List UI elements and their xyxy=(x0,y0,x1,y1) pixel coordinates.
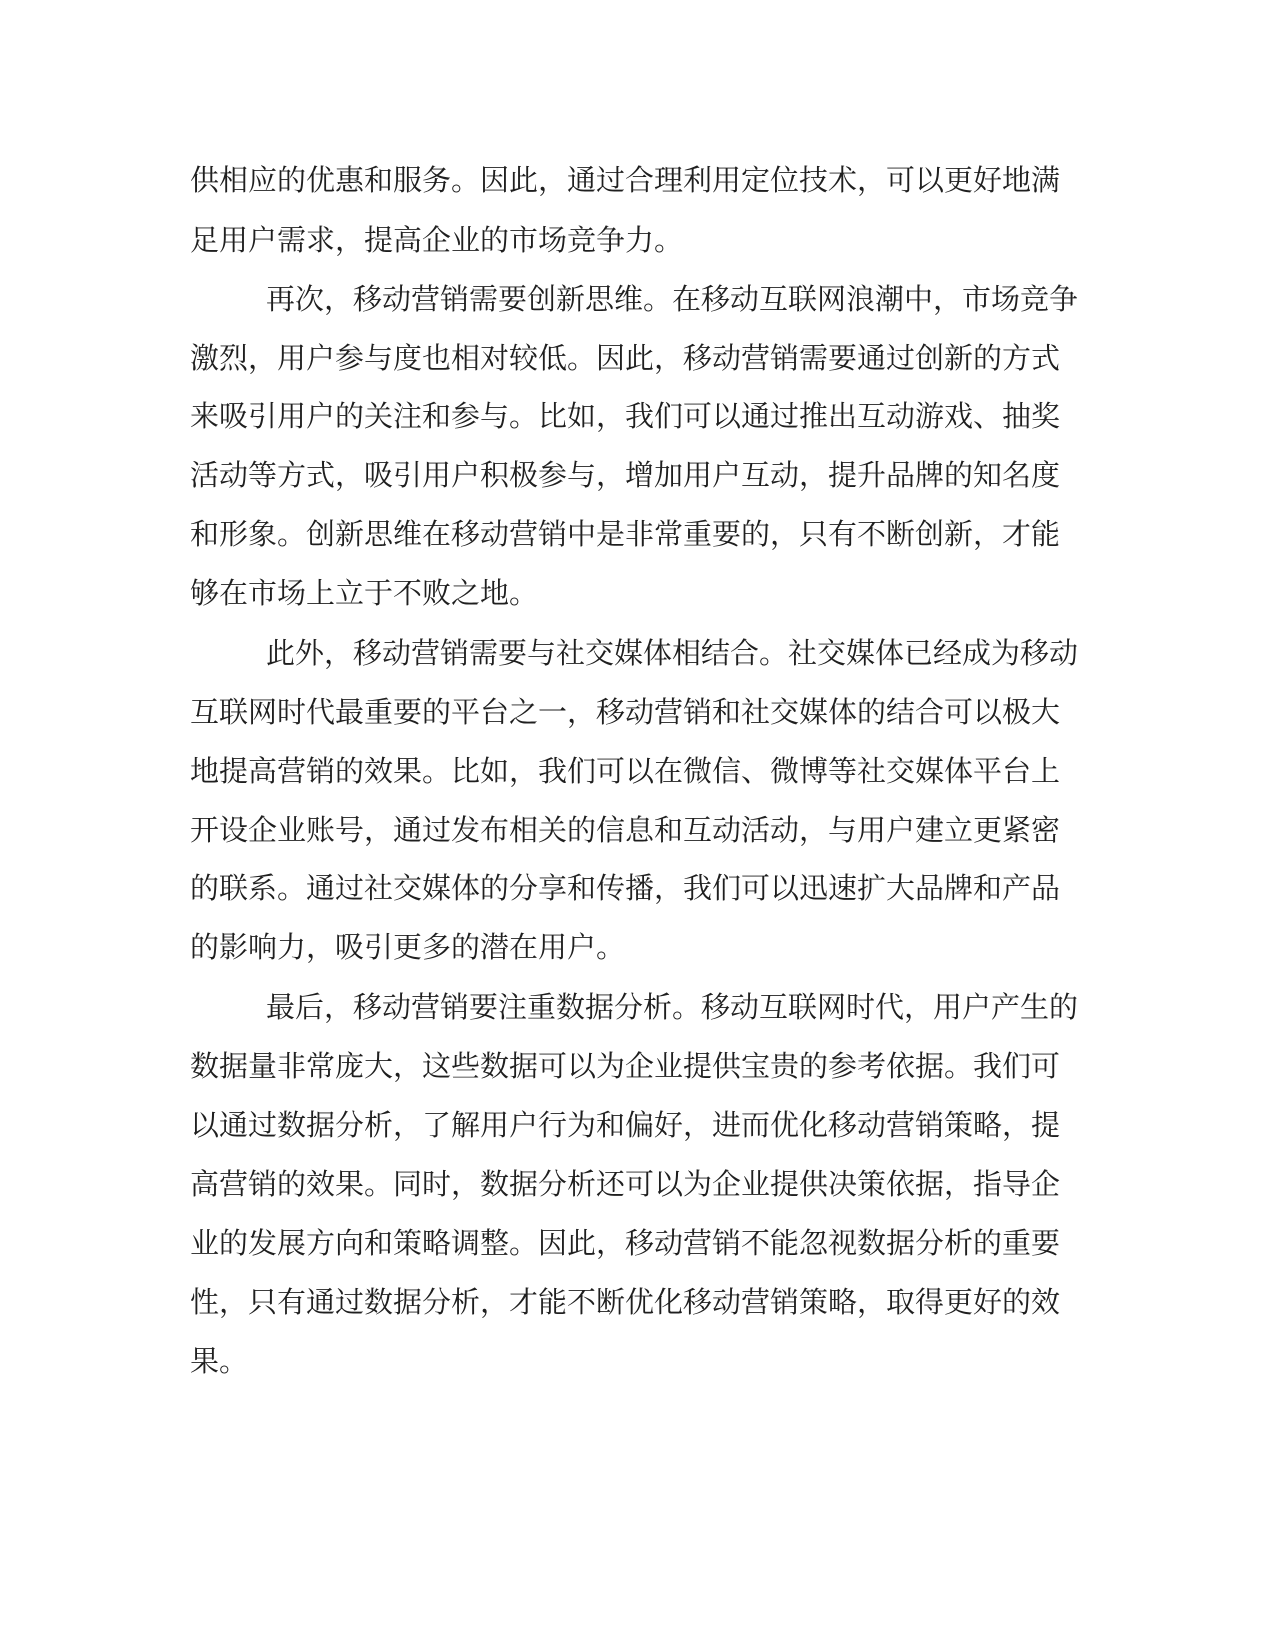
paragraph-2-line-3: 来吸引用户的关注和参与。比如，我们可以通过推出互动游戏、抽奖 xyxy=(190,399,1061,433)
paragraph-3-line-3: 地提高营销的效果。比如，我们可以在微信、微博等社交媒体平台上 xyxy=(190,754,1061,788)
paragraph-1-line-1: 供相应的优惠和服务。因此，通过合理利用定位技术，可以更好地满 xyxy=(190,163,1061,197)
paragraph-4-line-1: 最后，移动营销要注重数据分析。移动互联网时代，用户产生的 xyxy=(266,990,1079,1024)
paragraph-2-line-2: 激烈，用户参与度也相对较低。因此，移动营销需要通过创新的方式 xyxy=(190,341,1061,375)
paragraph-2-line-6: 够在市场上立于不败之地。 xyxy=(190,576,539,610)
paragraph-2-line-5: 和形象。创新思维在移动营销中是非常重要的，只有不断创新，才能 xyxy=(190,517,1061,551)
paragraph-3-line-5: 的联系。通过社交媒体的分享和传播，我们可以迅速扩大品牌和产品 xyxy=(190,871,1061,905)
paragraph-2-line-1: 再次，移动营销需要创新思维。在移动互联网浪潮中，市场竞争 xyxy=(266,282,1079,316)
paragraph-4-line-7: 果。 xyxy=(190,1344,249,1378)
paragraph-4-line-4: 高营销的效果。同时，数据分析还可以为企业提供决策依据，指导企 xyxy=(190,1167,1061,1201)
paragraph-4-line-3: 以通过数据分析，了解用户行为和偏好，进而优化移动营销策略，提 xyxy=(190,1108,1061,1142)
paragraph-4-line-2: 数据量非常庞大，这些数据可以为企业提供宝贵的参考依据。我们可 xyxy=(190,1049,1061,1083)
paragraph-3-line-6: 的影响力，吸引更多的潜在用户。 xyxy=(190,930,626,964)
paragraph-3-line-1: 此外，移动营销需要与社交媒体相结合。社交媒体已经成为移动 xyxy=(266,636,1079,670)
paragraph-4-line-6: 性，只有通过数据分析，才能不断优化移动营销策略，取得更好的效 xyxy=(190,1285,1061,1319)
paragraph-4-line-5: 业的发展方向和策略调整。因此，移动营销不能忽视数据分析的重要 xyxy=(190,1226,1061,1260)
paragraph-3-line-2: 互联网时代最重要的平台之一，移动营销和社交媒体的结合可以极大 xyxy=(190,695,1061,729)
paragraph-1-line-2: 足用户需求，提高企业的市场竞争力。 xyxy=(190,223,684,257)
paragraph-3-line-4: 开设企业账号，通过发布相关的信息和互动活动，与用户建立更紧密 xyxy=(190,813,1061,847)
paragraph-2-line-4: 活动等方式，吸引用户积极参与，增加用户互动，提升品牌的知名度 xyxy=(190,458,1061,492)
